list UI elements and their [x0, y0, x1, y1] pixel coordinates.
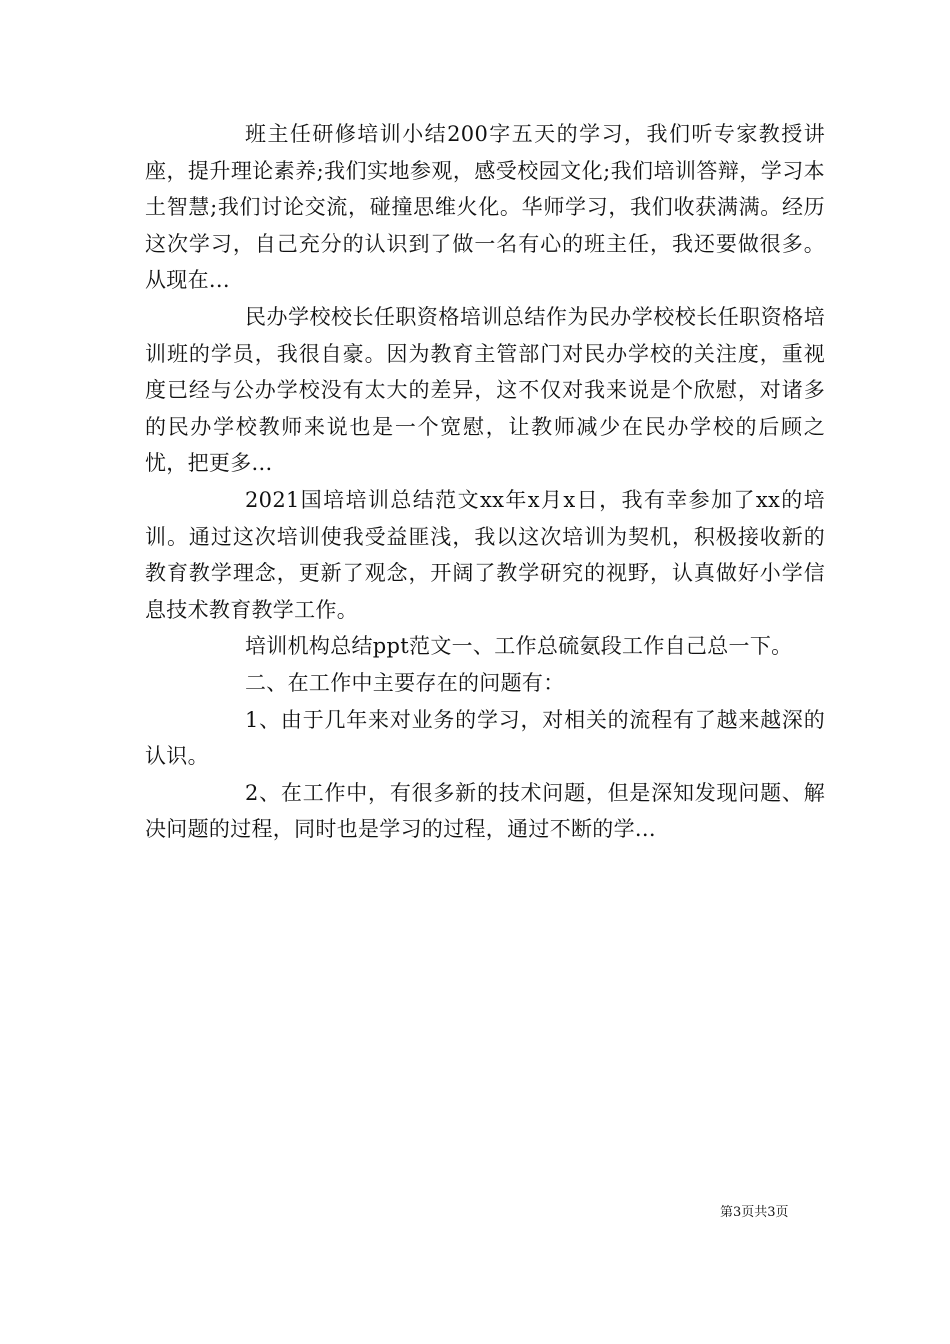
paragraph-2: 民办学校校长任职资格培训总结作为民办学校校长任职资格培训班的学员，我很自豪。因为教育主管部门对民办学校的关注度，重视度已经与公办学校没有太大的差异，这不仅对我来说是个欣慰，对诸多的民办学校教师来说也是一个宽慰，让教师减少在民办学校的后顾之忧，把更多...	[145, 304, 825, 476]
paragraph-3: 2021国培培训总结范文xx年x月x日，我有幸参加了xx的培训。通过这次培训使我受益匪浅，我以这次培训为契机，积极接收新的教育教学理念，更新了观念，开阔了教学研究的视野，认真做好小学信息技术教育教学工作。	[145, 487, 825, 622]
paragraph-5: 二、在工作中主要存在的问题有：	[245, 670, 565, 695]
paragraph-4: 培训机构总结ppt范文一、工作总硫氨段工作自己总一下。	[245, 634, 793, 659]
document-body	[145, 116, 825, 848]
paragraph-1: 班主任研修培训小结200字五天的学习，我们听专家教授讲座，提升理论素养;我们实地参观，感受校园文化;我们培训答辩，学习本土智慧;我们讨论交流，碰撞思维火化。华师学习，我们收获满满。经历这次学习，自己充分的认识到了做一名有心的班主任，我还要做很多。从现在...	[145, 122, 825, 293]
paragraph-6: 1、由于几年来对业务的学习，对相关的流程有了越来越深的认识。	[145, 707, 825, 769]
page-number-footer: 第3页共3页	[720, 1205, 789, 1220]
paragraph-7: 2、在工作中，有很多新的技术问题，但是深知发现问题、解决问题的过程，同时也是学习的过程，通过不断的学...	[145, 780, 825, 842]
